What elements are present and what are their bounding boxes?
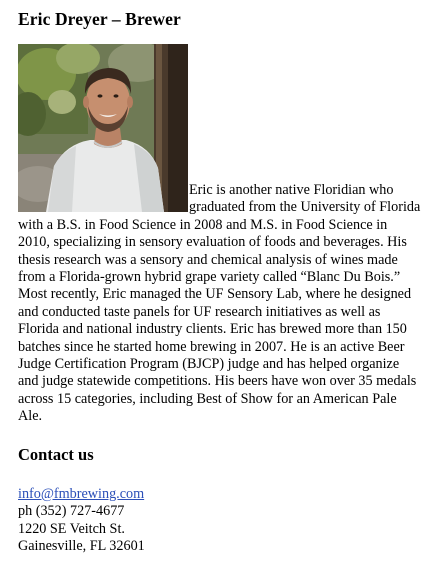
street-address: 1220 SE Veitch St. xyxy=(18,520,125,537)
city-address: Gainesville, FL 32601 xyxy=(18,537,145,554)
phone-number: ph (352) 727-4677 xyxy=(18,503,125,520)
contact-details xyxy=(18,486,421,556)
portrait-photo xyxy=(18,44,188,212)
contact-heading: Contact us xyxy=(18,444,94,464)
bio-section xyxy=(18,44,421,426)
bio-paragraph: Eric is another native Floridian who graduated from the University of Florida with a B.S. in Food Science in 2008 and M.S. in Food Science in 2010, specializing in sensory evaluation of foods and beverages. His thesis research was a sensory and chemical analysis of wines made from a Florida-grown hybrid grape variety called “Blanc Du Bois.” Most recently, Eric managed the UF Sensory Lab, where he designed and conducted taste panels for UF research initiatives as well as Florida and national industry clients. Eric has brewed more than 150 batches since he started home brewing in 2007. He is an active Beer Judge Certification Program (BJCP) judge and has helped organize and judge statewide competitions. His beers have won over 35 medals across 15 categories, including Best of Show for an American Pale Ale. xyxy=(18,182,421,425)
page-title: Eric Dreyer – Brewer xyxy=(18,9,181,29)
email-link[interactable]: info@fmbrewing.com xyxy=(18,485,145,502)
